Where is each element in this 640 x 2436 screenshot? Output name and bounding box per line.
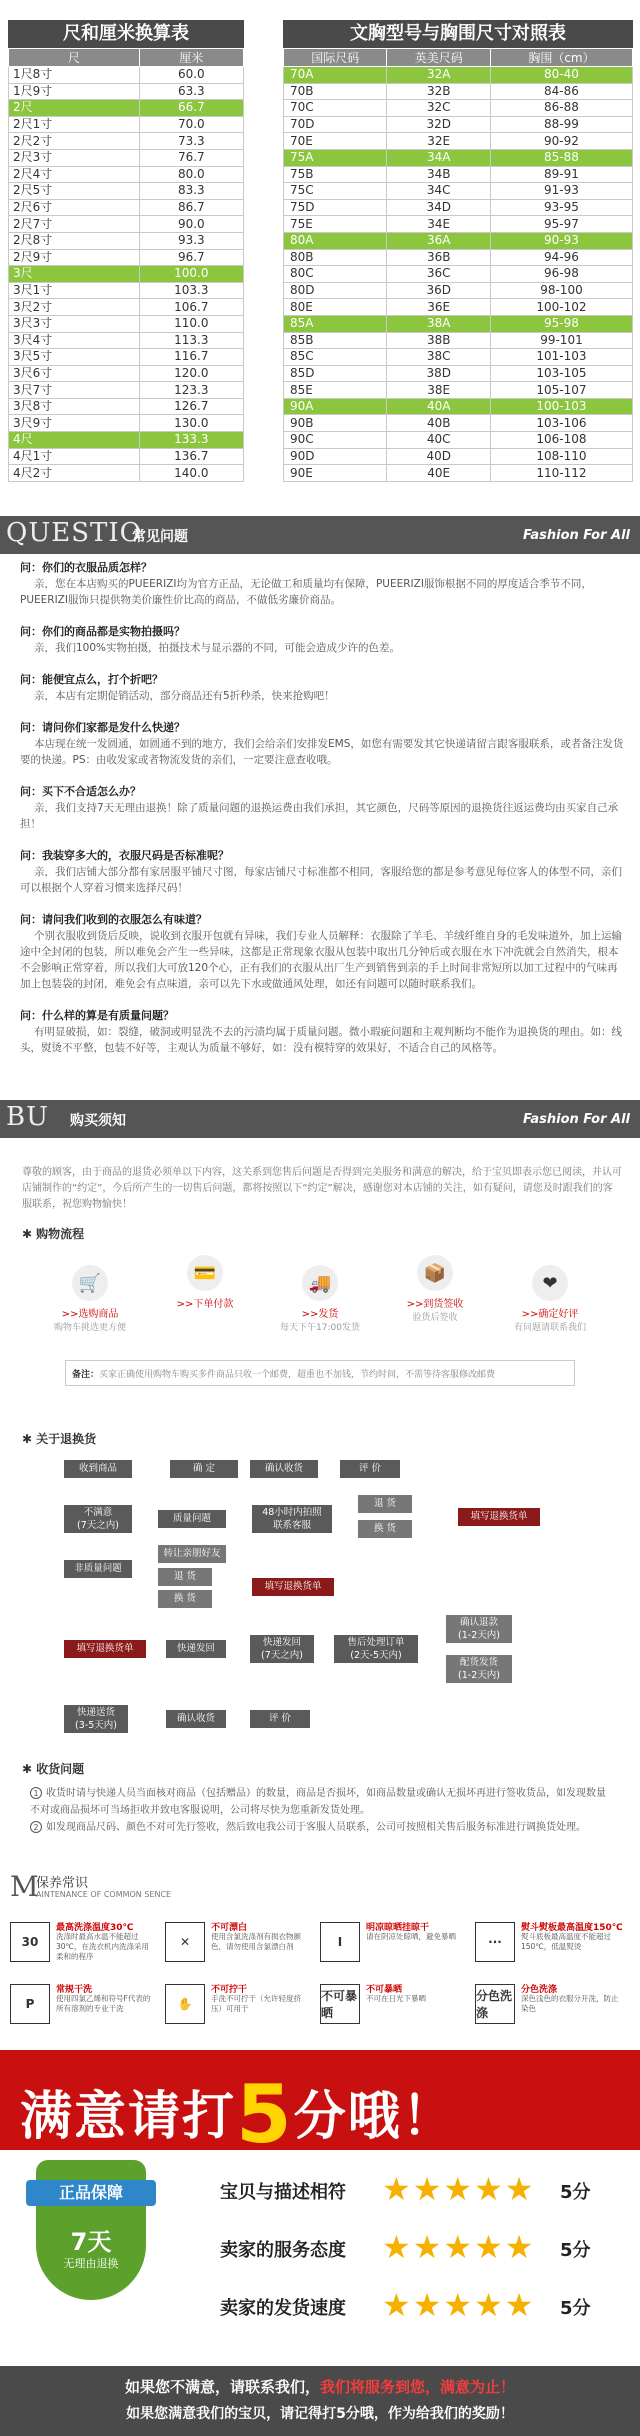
size-cell: 2尺8寸	[9, 232, 140, 249]
size-cell: 90.0	[139, 216, 243, 233]
bra-cell: 40A	[387, 398, 490, 415]
flow-box: 换 货	[358, 1520, 412, 1538]
bra-row	[284, 232, 633, 249]
bra-cell: 36A	[387, 232, 490, 249]
faq-item	[20, 784, 625, 832]
faq-item	[20, 848, 625, 896]
bra-row	[284, 249, 633, 266]
rating-row: 卖家的发货速度 ★★★★★ 5分	[220, 2286, 591, 2324]
buy-banner-slogan: Fashion For All	[522, 1112, 630, 1127]
bra-row	[284, 282, 633, 299]
size-cell: 120.0	[139, 365, 243, 382]
bra-cell: 80-40	[490, 67, 632, 84]
bra-row	[284, 199, 633, 216]
bra-row	[284, 67, 633, 84]
bra-cell: 40E	[387, 465, 490, 482]
size-cell: 100.0	[139, 266, 243, 283]
faq-item	[20, 560, 625, 608]
bra-cell: 75A	[284, 149, 387, 166]
faq-answer: 亲，我们100%实物拍摄，拍摄技术与显示器的不同，可能会造成少许的色差。	[34, 642, 401, 654]
size-cell: 86.7	[139, 199, 243, 216]
bra-cell: 90C	[284, 432, 387, 449]
bra-cell: 32A	[387, 67, 490, 84]
bra-cell: 106-108	[490, 432, 632, 449]
bra-cell: 38C	[387, 349, 490, 366]
faq-question: 问：请问我们收到的衣服怎么有味道？	[20, 913, 207, 926]
wash-30-icon: 30	[10, 1922, 50, 1962]
size-cell: 3尺3寸	[9, 315, 140, 332]
payment-icon: 💳	[187, 1255, 223, 1291]
dry-clean-icon: P	[10, 1984, 50, 2024]
size-row	[9, 232, 244, 249]
bra-cell: 105-107	[490, 382, 632, 399]
size-charts	[0, 20, 640, 510]
bra-cell: 90-93	[490, 232, 632, 249]
flow-box: 评 价	[250, 1710, 310, 1728]
size-row	[9, 315, 244, 332]
flow-step: ❤ >>确定好评 有问题请联系我们	[500, 1265, 600, 1333]
rating-row: 宝贝与描述相符 ★★★★★ 5分	[220, 2170, 591, 2208]
size-row	[9, 199, 244, 216]
bra-cell: 34D	[387, 199, 490, 216]
bra-row	[284, 415, 633, 432]
notes-intro: 尊敬的顾客，由于商品的退货必须单以下内容，这关系到您售后问题是否得到完美服务和满意的解决，给于宝贝即表示您已阅读，并认可店铺制作的“约定”，今后所产生的一切售后问题，都将按照以下“约定”解决，感谢您对本店铺的关注，如有疑问，请您及时跟我们的客服联系，祝您购物愉快！	[22, 1167, 622, 1210]
bra-cell: 95-97	[490, 216, 632, 233]
bra-cell: 100-103	[490, 398, 632, 415]
bra-header: 英美尺码	[387, 49, 490, 67]
faq-item	[20, 912, 625, 992]
star-icon: ★★★★★	[382, 2286, 536, 2324]
bra-cell: 36D	[387, 282, 490, 299]
size-row	[9, 465, 244, 482]
care-item: 分色洗涤 分色洗涤 深色浅色的衣服分开洗，防止染色	[475, 1980, 625, 2036]
size-cell: 3尺5寸	[9, 349, 140, 366]
faq-question: 问：你们的商品都是实物拍摄吗？	[20, 625, 185, 638]
bra-cell: 96-98	[490, 266, 632, 283]
size-cell: 136.7	[139, 448, 243, 465]
size-cell: 3尺8寸	[9, 398, 140, 415]
star-icon: ★★★★★	[382, 2170, 536, 2208]
size-cell: 2尺9寸	[9, 249, 140, 266]
size-cell: 3尺2寸	[9, 299, 140, 316]
asterisk-icon: ✱	[22, 1762, 33, 1776]
size-cell: 2尺5寸	[9, 183, 140, 200]
bra-cell: 100-102	[490, 299, 632, 316]
size-row	[9, 398, 244, 415]
maintenance-subtitle: AINTENANCE OF COMMON SENCE	[36, 1890, 172, 1899]
size-cell: 113.3	[139, 332, 243, 349]
size-cell: 2尺7寸	[9, 216, 140, 233]
bra-row	[284, 315, 633, 332]
size-row	[9, 448, 244, 465]
size-cell: 4尺1寸	[9, 448, 140, 465]
faq-question: 问：什么样的算是有质量问题？	[20, 1009, 174, 1022]
flow-box: 确认收货	[166, 1710, 226, 1728]
size-row	[9, 282, 244, 299]
size-cell: 93.3	[139, 232, 243, 249]
bra-cell: 32B	[387, 83, 490, 100]
flow-box: 确认收货	[250, 1460, 318, 1478]
size-cell: 2尺1寸	[9, 116, 140, 133]
bra-header: 国际尺码	[284, 49, 387, 67]
faq-question: 问：能便宜点么，打个折吧？	[20, 673, 163, 686]
maintenance-letter: M	[10, 1870, 39, 1903]
hang-dry-icon: I	[320, 1922, 360, 1962]
size-cell: 106.7	[139, 299, 243, 316]
flow-box: 48小时内拍照 联系客服	[252, 1505, 332, 1533]
bra-cell: 32E	[387, 133, 490, 150]
size-cell: 4尺2寸	[9, 465, 140, 482]
bra-cell: 85C	[284, 349, 387, 366]
footer-banner: 如果您不满意，请联系我们，我们将服务到您，满意为止！ 如果您满意我们的宝贝，请记得打5分哦，作为给我们的奖励！	[0, 2366, 640, 2436]
no-bleach-icon: ✕	[165, 1922, 205, 1962]
size-cell: 60.0	[139, 67, 243, 84]
shipping-remark: 备注：买家正确使用购物车购买多件商品只收一个邮费，超重也不加钱，节约时间，不需等待客服修改邮费	[65, 1360, 575, 1386]
receive-item: 1 收货时请与快递人员当面核对商品（包括赠品）的数量，商品是否损坏，如商品数量或确认无损坏再进行签收货品，如发现数量不对或商品损坏可当场拒收并致电客服说明，公司将尽快为您重新发货处理。	[30, 1788, 606, 1816]
size-cell: 2尺4寸	[9, 166, 140, 183]
flow-box: 评 价	[340, 1460, 400, 1478]
care-item: I 明凉晾晒挂晾干 请在阴凉处晾晒，避免暴晒	[320, 1918, 470, 1974]
bra-cell: 75E	[284, 216, 387, 233]
bra-cell: 110-112	[490, 465, 632, 482]
flow-box: 配货发货 (1-2天内)	[446, 1655, 512, 1683]
bra-cell: 75D	[284, 199, 387, 216]
bra-row	[284, 332, 633, 349]
size-cell: 76.7	[139, 149, 243, 166]
faq-question: 问：我装穿多大的，衣服尺码是否标准呢？	[20, 849, 229, 862]
no-wring-icon: ✋	[165, 1984, 205, 2024]
bra-cell: 101-103	[490, 349, 632, 366]
faq-question: 问：买下不合适怎么办？	[20, 785, 141, 798]
flow-box: 质量问题	[158, 1510, 226, 1528]
bra-cell: 40C	[387, 432, 490, 449]
flow-box: 确 定	[170, 1460, 238, 1478]
faq-banner-sub: 常见问题	[132, 529, 188, 545]
size-cell: 3尺7寸	[9, 382, 140, 399]
bra-cell: 99-101	[490, 332, 632, 349]
bra-cell: 70A	[284, 67, 387, 84]
bra-header: 胸围（cm）	[490, 49, 632, 67]
receive-notes	[30, 1785, 610, 1836]
bra-cell: 80D	[284, 282, 387, 299]
no-sun-icon: 不可暴晒	[320, 1984, 360, 2024]
bra-cell: 34E	[387, 216, 490, 233]
bra-cell: 70E	[284, 133, 387, 150]
bra-row	[284, 83, 633, 100]
flow-box: 快递发回	[166, 1640, 226, 1658]
maintenance-title: 保养常识	[36, 1876, 89, 1891]
bra-row	[284, 382, 633, 399]
flow-box: 快递发回 (7天之内)	[250, 1635, 314, 1663]
size-row	[9, 116, 244, 133]
size-cell: 3尺6寸	[9, 365, 140, 382]
bra-row	[284, 100, 633, 117]
bra-cell: 95-98	[490, 315, 632, 332]
faq-banner-big: QUESTIO	[6, 518, 142, 548]
size-row	[9, 332, 244, 349]
bra-cell: 70C	[284, 100, 387, 117]
genuine-shield: 正品保障 7天 无理由退换	[26, 2160, 156, 2310]
size-cell: 63.3	[139, 83, 243, 100]
flow-box: 填写退换货单	[64, 1640, 146, 1658]
size-row	[9, 365, 244, 382]
bra-cell: 108-110	[490, 448, 632, 465]
bra-row	[284, 448, 633, 465]
faq-answer: 个别衣服收到货后反映，说收到衣服开包就有异味，我们专业人员解释：衣服除了羊毛、羊绒纤维自身的毛发味道外，加上运输途中全封闭的包装，所以难免会产生一些异味，这都是正常现象衣服从包装中取出几分钟后或衣服在水下冲洗就会自然消失，根本不会影响正常穿着，所以我们大可放120个心，正有我们的衣服从出厂生产到销售到亲的手上时间非常短所以加工过程中的气味再加上包装袋的封闭，难免会有点味道，亲可以先下水或做通风处理，如还有问题可以随时联系我们。	[20, 930, 622, 990]
size-cell: 126.7	[139, 398, 243, 415]
size-header: 尺	[9, 49, 140, 67]
bra-row	[284, 116, 633, 133]
size-cell: 3尺9寸	[9, 415, 140, 432]
bra-cell: 80A	[284, 232, 387, 249]
buy-banner-big: BU	[6, 1102, 50, 1132]
iron-icon: ···	[475, 1922, 515, 1962]
bra-cell: 84-86	[490, 83, 632, 100]
size-cell: 2尺3寸	[9, 149, 140, 166]
bra-cell: 89-91	[490, 166, 632, 183]
separate-wash-icon: 分色洗涤	[475, 1984, 515, 2024]
size-cell: 4尺	[9, 432, 140, 449]
care-item: ✕ 不可漂白 使用含氯洗涤剂有损衣物颜色，请勿使用含氯漂白剂	[165, 1918, 315, 1974]
bra-row	[284, 465, 633, 482]
flow-step: 💳 >>下单付款	[155, 1255, 255, 1310]
delivery-icon: 🚚	[302, 1265, 338, 1301]
bra-row	[284, 299, 633, 316]
asterisk-icon: ✱	[22, 1432, 33, 1446]
bra-row	[284, 166, 633, 183]
bra-cell: 38B	[387, 332, 490, 349]
shopping-flow	[40, 1255, 600, 1365]
bra-cell: 98-100	[490, 282, 632, 299]
size-conversion-table	[8, 20, 244, 482]
size-row	[9, 67, 244, 84]
bra-cell: 34C	[387, 183, 490, 200]
faq-item	[20, 624, 625, 656]
size-row	[9, 415, 244, 432]
bra-table-title: 文胸型号与胸围尺寸对照表	[283, 20, 633, 48]
bra-row	[284, 149, 633, 166]
bra-cell: 32D	[387, 116, 490, 133]
bra-cell: 94-96	[490, 249, 632, 266]
care-item: 30 最高洗涤温度30℃ 洗涤时最高水温不能超过30℃，在洗衣机内洗涤采用柔和的程序	[10, 1918, 160, 1974]
bra-cell: 70D	[284, 116, 387, 133]
flow-box: 转让亲朋好友	[158, 1545, 226, 1563]
bra-cell: 85-88	[490, 149, 632, 166]
bra-size-table	[283, 20, 633, 482]
star-icon: ★★★★★	[382, 2228, 536, 2266]
buy-banner-sub: 购买须知	[70, 1113, 126, 1129]
size-row	[9, 382, 244, 399]
bra-cell: 85E	[284, 382, 387, 399]
care-item: ✋ 不可拧干 手洗不可拧干（允许轻度挤压）可用于	[165, 1980, 315, 2036]
size-row	[9, 183, 244, 200]
bra-cell: 80E	[284, 299, 387, 316]
flow-box: 确认退款 (1-2天内)	[446, 1615, 512, 1643]
bra-cell: 38A	[387, 315, 490, 332]
size-cell: 1尺8寸	[9, 67, 140, 84]
size-cell: 96.7	[139, 249, 243, 266]
size-row	[9, 100, 244, 117]
bra-row	[284, 432, 633, 449]
bra-cell: 40D	[387, 448, 490, 465]
flow-box: 退 货	[358, 1495, 412, 1513]
faq-list	[20, 560, 625, 1072]
rating-row: 卖家的服务态度 ★★★★★ 5分	[220, 2228, 591, 2266]
faq-banner-slogan: Fashion For All	[522, 528, 630, 543]
faq-answer: 有明显破损，如：裂缝，破洞或明显洗不去的污渍均属于质量问题。微小瑕疵问题和主观判断均不能作为退换货的理由。如：线头，熨烫不平整，包装不好等，主观认为质量不够好，如：没有模特穿的效果好，不适合自己的风格等。	[20, 1026, 622, 1054]
size-cell: 110.0	[139, 315, 243, 332]
size-row	[9, 266, 244, 283]
bra-cell: 38D	[387, 365, 490, 382]
bra-row	[284, 349, 633, 366]
bra-cell: 90E	[284, 465, 387, 482]
care-item: P 常规干洗 使用四氯乙烯和符号F代表的所有溶剂的专业干洗	[10, 1980, 160, 2036]
flow-box: 换 货	[158, 1590, 212, 1608]
size-row	[9, 349, 244, 366]
size-table-title: 尺和厘米换算表	[8, 20, 244, 48]
size-cell: 3尺1寸	[9, 282, 140, 299]
faq-question: 问：请问你们家都是发什么快递？	[20, 721, 185, 734]
flow-box: 不满意 (7天之内)	[64, 1505, 132, 1533]
faq-answer: 亲，您在本店购买的PUEERIZI均为官方正品，无论做工和质量均有保障，PUEERIZI服饰根据不同的厚度适合季节不同，PUEERIZI服饰只提供物美价廉性价比高的商品，不做低劣廉价商品。	[20, 578, 592, 606]
flow-box: 非质量问题	[64, 1560, 132, 1578]
size-cell: 2尺2寸	[9, 133, 140, 150]
bra-row	[284, 365, 633, 382]
faq-item	[20, 720, 625, 768]
size-row	[9, 249, 244, 266]
flow-box: 填写退换货单	[458, 1508, 540, 1526]
size-cell: 130.0	[139, 415, 243, 432]
size-row	[9, 299, 244, 316]
bra-cell: 40B	[387, 415, 490, 432]
care-item: 不可暴晒 不可暴晒 不可在日光下暴晒	[320, 1980, 470, 2036]
package-icon: 📦	[417, 1255, 453, 1291]
flow-step: 🛒 >>选购商品 购物车挑选更方便	[40, 1265, 140, 1333]
faq-answer: 亲，我们店铺大部分都有家居服平铺尺寸图，每家店铺尺寸标准都不相同，客服给您的都是参考意见每位客人的体型不同，亲们可以根据个人穿着习惯来选择尺码！	[20, 866, 622, 894]
bra-cell: 80B	[284, 249, 387, 266]
bra-cell: 88-99	[490, 116, 632, 133]
size-cell: 133.3	[139, 432, 243, 449]
bra-cell: 36B	[387, 249, 490, 266]
bra-row	[284, 133, 633, 150]
bra-row	[284, 266, 633, 283]
bra-cell: 36C	[387, 266, 490, 283]
buy-banner	[0, 1100, 640, 1138]
faq-item	[20, 672, 625, 704]
returns-section-title: ✱ 关于退换货	[22, 1432, 97, 1446]
flow-box: 收到商品	[64, 1460, 132, 1478]
bra-row	[284, 216, 633, 233]
bra-cell: 90-92	[490, 133, 632, 150]
size-cell: 3尺	[9, 266, 140, 283]
size-cell: 3尺4寸	[9, 332, 140, 349]
bra-cell: 34A	[387, 149, 490, 166]
size-row	[9, 149, 244, 166]
bra-cell: 85A	[284, 315, 387, 332]
size-cell: 2尺6寸	[9, 199, 140, 216]
size-cell: 70.0	[139, 116, 243, 133]
size-cell: 116.7	[139, 349, 243, 366]
bra-cell: 38E	[387, 382, 490, 399]
asterisk-icon: ✱	[22, 1227, 33, 1241]
faq-question: 问：你们的衣服品质怎样？	[20, 561, 152, 574]
bra-cell: 85D	[284, 365, 387, 382]
bra-cell: 32C	[387, 100, 490, 117]
size-row	[9, 133, 244, 150]
receive-section-title: ✱ 收货问题	[22, 1762, 85, 1776]
bra-row	[284, 398, 633, 415]
bra-cell: 80C	[284, 266, 387, 283]
size-cell: 1尺9寸	[9, 83, 140, 100]
bra-cell: 86-88	[490, 100, 632, 117]
size-cell: 73.3	[139, 133, 243, 150]
flow-step: 🚚 >>发货 每天下午17:00发货	[270, 1265, 370, 1333]
faq-answer: 本店现在统一发圆通，如圆通不到的地方，我们会给亲们安排发EMS，如您有需要发其它快递请留言跟客服联系，或者备注发货要的快递。PS：由收发家或者物流发货的亲们，一定要注意查收哦。	[20, 738, 624, 766]
size-cell: 140.0	[139, 465, 243, 482]
bra-cell: 90D	[284, 448, 387, 465]
bra-cell: 103-106	[490, 415, 632, 432]
size-row	[9, 166, 244, 183]
faq-answer: 亲，我们支持7天无理由退换！除了质量问题的退换运费由我们承担，其它颜色，尺码等原因的退换货往返运费均由买家自己承担！	[20, 802, 619, 830]
faq-banner	[0, 516, 640, 554]
size-cell: 83.3	[139, 183, 243, 200]
faq-answer: 亲，本店有定期促销活动，部分商品还有5折秒杀，快来抢购吧！	[34, 690, 335, 702]
heart-icon: ❤	[532, 1265, 568, 1301]
bra-cell: 75C	[284, 183, 387, 200]
bra-row	[284, 183, 633, 200]
size-row	[9, 432, 244, 449]
bra-cell: 90B	[284, 415, 387, 432]
receive-item: 2 如发现商品尺码、颜色不对可先行签收，然后致电我公司于客服人员联系，公司可按照相关售后服务标准进行调换货处理。	[30, 1819, 610, 1836]
flow-section-title: ✱ 购物流程	[22, 1227, 85, 1241]
bra-cell: 34B	[387, 166, 490, 183]
size-cell: 2尺	[9, 100, 140, 117]
size-cell: 66.7	[139, 100, 243, 117]
bra-cell: 70B	[284, 83, 387, 100]
flow-box: 快递送货 (3-5天内)	[64, 1705, 128, 1733]
flow-step: 📦 >>到货签收 验货后签收	[385, 1255, 485, 1323]
care-item: ··· 熨斗熨板最高温度150℃ 熨斗底板最高温度不能超过150℃，低温熨烫	[475, 1918, 625, 1974]
size-cell: 123.3	[139, 382, 243, 399]
bra-cell: 36E	[387, 299, 490, 316]
size-header: 厘米	[139, 49, 243, 67]
maintenance-section	[10, 1870, 630, 2020]
flow-box: 退 货	[158, 1568, 212, 1586]
flow-box: 售后处理订单 (2天-5天内)	[334, 1635, 418, 1663]
bra-cell: 103-105	[490, 365, 632, 382]
size-row	[9, 216, 244, 233]
bra-cell: 90A	[284, 398, 387, 415]
rate-banner: 满意请打5分哦！	[0, 2050, 640, 2150]
flow-box: 填写退换货单	[252, 1578, 334, 1596]
bra-cell: 85B	[284, 332, 387, 349]
bra-cell: 75B	[284, 166, 387, 183]
bra-cell: 91-93	[490, 183, 632, 200]
cart-icon: 🛒	[72, 1265, 108, 1301]
size-cell: 103.3	[139, 282, 243, 299]
size-row	[9, 83, 244, 100]
bra-cell: 93-95	[490, 199, 632, 216]
size-cell: 80.0	[139, 166, 243, 183]
faq-item	[20, 1008, 625, 1056]
